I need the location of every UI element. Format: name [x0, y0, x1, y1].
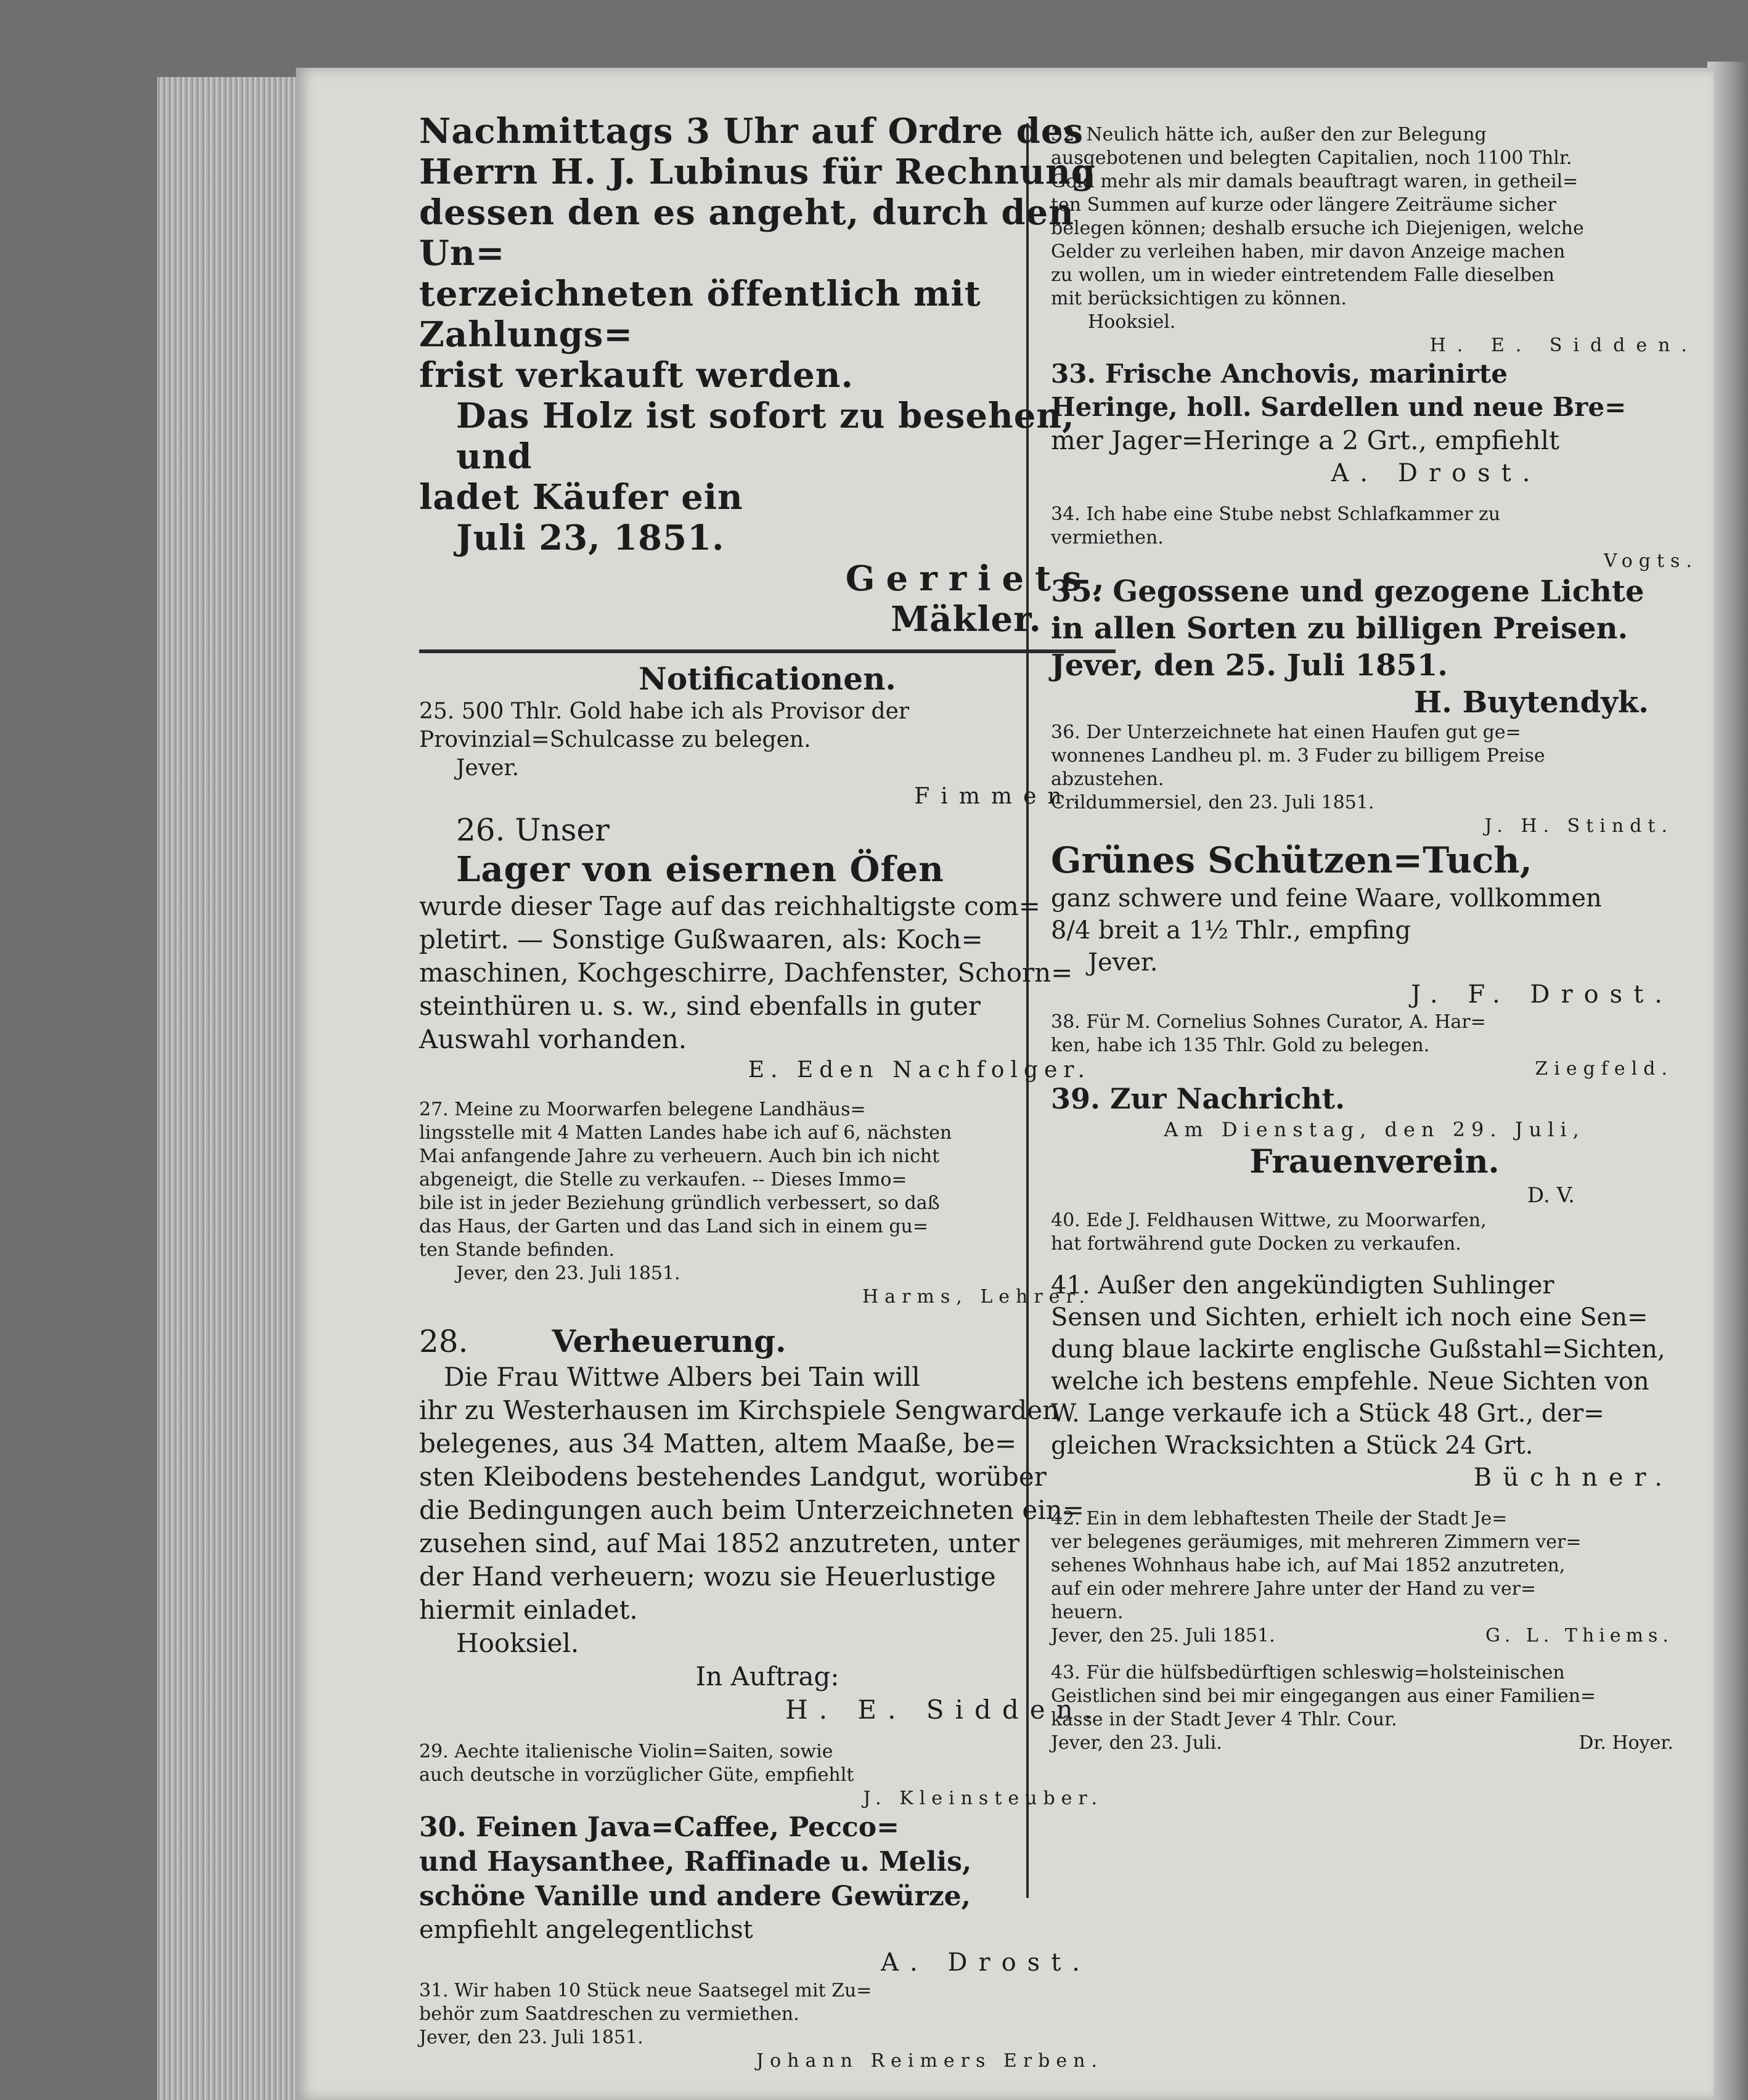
notice-number: 28.	[419, 1324, 468, 1359]
left-column	[419, 111, 1116, 2073]
notice-signature: A. Drost.	[881, 1948, 1091, 1977]
notice-line: Heringe, holl. Sardellen und neue Bre=	[1051, 392, 1627, 422]
notice-line: sehenes Wohnhaus habe ich, auf Mai 1852 anzutreten,	[1051, 1555, 1566, 1576]
notice-line: 42. Ein in dem lebhaftesten Theile der Stadt Je=	[1051, 1508, 1508, 1529]
notice-title: Grünes Schützen=Tuch,	[1051, 839, 1532, 881]
notice-subtitle: Frauenverein.	[1249, 1143, 1500, 1181]
notice-line: Auswahl vorhanden.	[419, 1024, 687, 1054]
notice-line: zu wollen, um in wieder eintretendem Falle dieselben	[1051, 264, 1554, 286]
notice-signature: D. V.	[1527, 1183, 1575, 1208]
notice-date: Crildummersiel, den 23. Juli 1851.	[1051, 792, 1374, 813]
notice-27	[419, 1098, 1116, 1309]
notice-line: gleichen Wracksichten a Stück 24 Grt.	[1051, 1431, 1534, 1460]
notice-36	[1051, 721, 1698, 838]
notice-line: das Haus, der Garten und das Land sich in einem gu=	[419, 1216, 928, 1237]
notice-signature: J. F. Drost.	[1411, 980, 1673, 1009]
notice-signature: E. Eden Nachfolger.	[748, 1057, 1091, 1083]
notice-29	[419, 1740, 1116, 1810]
notice-signature: Dr. Hoyer.	[1579, 1732, 1673, 1754]
notice-line: Die Frau Wittwe Albers bei Tain will	[444, 1362, 920, 1392]
notice-line: Geistlichen sind bei mir eingegangen aus einer Familien=	[1051, 1685, 1596, 1707]
notice-line: kasse in der Stadt Jever 4 Thlr. Cour.	[1051, 1709, 1397, 1730]
notice-line: zusehen sind, auf Mai 1852 anzutreten, unter	[419, 1528, 1020, 1558]
notice-line: heuern.	[1051, 1601, 1124, 1623]
notice-line: 41. Außer den angekündigten Suhlinger	[1051, 1271, 1554, 1300]
newspaper-page	[296, 68, 1713, 2100]
notice-signature: G. L. Thiems.	[1485, 1625, 1673, 1646]
spacer	[419, 1727, 1116, 1740]
notice-line: 35. Gegossene und gezogene Lichte	[1051, 574, 1644, 609]
notice-34	[1051, 503, 1698, 573]
notice-30	[419, 1810, 1116, 1979]
notice-line: ken, habe ich 135 Thlr. Gold zu belegen.	[1051, 1035, 1430, 1056]
notice-42	[1051, 1507, 1698, 1648]
notice-signature: Johann Reimers Erben.	[756, 2050, 1103, 2072]
intro-signature: Gerriets,	[845, 558, 1116, 599]
spacer	[1051, 1648, 1698, 1661]
notice-line: 33. Frische Anchovis, marinirte	[1051, 359, 1508, 389]
spacer	[419, 1309, 1116, 1322]
intro-line: frist verkauft werden.	[419, 355, 854, 396]
notice-line: 25. 500 Thlr. Gold habe ich als Provisor der	[419, 699, 910, 724]
notice-signature: Harms, Lehrer.	[862, 1286, 1091, 1308]
notice-line: wonnenes Landheu pl. m. 3 Fuder zu billigem Preise	[1051, 745, 1545, 767]
notice-line: ausgebotenen und belegten Capitalien, noch 1100 Thlr.	[1051, 147, 1572, 169]
notice-line: abzustehen.	[1051, 768, 1164, 790]
notice-line: die Bedingungen auch beim Unterzeichneten ein=	[419, 1495, 1084, 1525]
notice-place: Hooksiel.	[1088, 311, 1176, 333]
notice-line: ganz schwere und feine Waare, vollkommen	[1051, 884, 1602, 913]
notice-heading	[419, 1322, 1116, 1361]
intro-line: terzeichneten öffentlich mit Zahlungs=	[419, 274, 981, 355]
section-rule	[419, 649, 1116, 653]
notice-line: und Haysanthee, Raffinade u. Melis,	[419, 1846, 972, 1878]
spacer	[1051, 489, 1698, 503]
notice-line: wurde dieser Tage auf das reichhaltigste com=	[419, 891, 1040, 921]
notice-date: Jever, den 23. Juli 1851.	[456, 1263, 680, 1284]
notice-28	[419, 1322, 1116, 1727]
notice-line: der Hand verheuern; wozu sie Heuerlustige	[419, 1561, 996, 1592]
notice-line: in allen Sorten zu billigen Preisen.	[1051, 611, 1628, 646]
notice-line: belegen können; deshalb ersuche ich Diejenigen, welche	[1051, 218, 1584, 239]
right-column	[1051, 123, 1698, 1755]
notice-line: 40. Ede J. Feldhausen Wittwe, zu Moorwarfen,	[1051, 1210, 1487, 1231]
notice-line: auch deutsche in vorzüglicher Güte, empfiehlt	[419, 1764, 854, 1786]
notice-title: 39. Zur Nachricht.	[1051, 1082, 1346, 1115]
notice-date: Jever, den 25. Juli 1851.	[1051, 1625, 1275, 1646]
notice-signature: H. E. Sidden.	[1429, 335, 1698, 356]
notice-line: Jever, den 25. Juli 1851.	[1051, 648, 1448, 683]
notice-line: maschinen, Kochgeschirre, Dachfenster, Schorn=	[419, 958, 1073, 988]
notice-line: 30. Feinen Java=Caffee, Pecco=	[419, 1812, 899, 1843]
notice-title: Lager von eisernen Öfen	[456, 849, 944, 890]
notice-signature: Büchner.	[1473, 1463, 1673, 1492]
notice-line: welche ich bestens empfehle. Neue Sichten von	[1051, 1367, 1649, 1396]
notice-line: 29. Aechte italienische Violin=Saiten, sowie	[419, 1741, 833, 1762]
book-page-edges	[157, 77, 311, 2100]
notice-35	[1051, 573, 1698, 721]
notice-41	[1051, 1269, 1698, 1494]
notice-line: 43. Für die hülfsbedürftigen schleswig=holsteinischen	[1051, 1662, 1565, 1683]
notice-line: mit berücksichtigen zu können.	[1051, 288, 1347, 309]
notice-lead: 26. Unser	[456, 812, 610, 848]
spacer	[1051, 1256, 1698, 1269]
notice-signature: H. E. Sidden.	[785, 1695, 1103, 1725]
notice-line: vermiethen.	[1051, 527, 1164, 548]
notice-signature: J. Kleinsteuber.	[863, 1788, 1103, 1809]
intro-line: Das Holz ist sofort zu besehen, und	[456, 396, 1075, 477]
notice-line: Am Dienstag, den 29. Juli,	[1164, 1118, 1585, 1141]
notice-line: pletirt. — Sonstige Gußwaaren, als: Koch=	[419, 924, 983, 954]
notice-line: dung blaue lackirte englische Gußstahl=Sichten,	[1051, 1335, 1665, 1364]
notice-line: 27. Meine zu Moorwarfen belegene Landhäus=	[419, 1099, 866, 1120]
notice-signature: Vogts.	[1603, 550, 1698, 572]
notice-line: bile ist in jeder Beziehung gründlich verbessert, so daß	[419, 1192, 940, 1214]
notice-signature: J. H. Stindt.	[1484, 815, 1673, 837]
notice-line: ten Stande befinden.	[419, 1239, 615, 1261]
notice-line: belegenes, aus 34 Matten, altem Maaße, be=	[419, 1428, 1017, 1459]
notice-line: 31. Wir haben 10 Stück neue Saatsegel mit Zu=	[419, 1980, 872, 2001]
notice-signature: H. Buytendyk.	[1413, 685, 1649, 720]
notice-39	[1051, 1081, 1698, 1209]
notice-line: empfiehlt angelegentlichst	[419, 1916, 753, 1944]
notice-line: 34. Ich habe eine Stube nebst Schlafkammer zu	[1051, 503, 1501, 525]
notice-line: 8/4 breit a 1½ Thlr., empfing	[1051, 916, 1411, 945]
notice-line: hat fortwährend gute Docken zu verkaufen.	[1051, 1233, 1461, 1255]
intro-line: ladet Käufer ein	[419, 477, 743, 518]
notice-place: Jever.	[1088, 948, 1158, 977]
notice-line: Gold mehr als mir damals beauftragt waren, in getheil=	[1051, 171, 1579, 192]
section-title: Notificationen.	[639, 661, 896, 697]
notice-40	[1051, 1209, 1698, 1256]
notice-37	[1051, 838, 1698, 1011]
notice-line: schöne Vanille und andere Gewürze,	[419, 1881, 971, 1912]
notice-43	[1051, 1661, 1698, 1755]
intro-date: Juli 23, 1851.	[456, 518, 725, 558]
notice-signature: Fimmen.	[914, 784, 1091, 809]
notice-line: Sensen und Sichten, erhielt ich noch eine Sen=	[1051, 1303, 1648, 1332]
notice-signature: Ziegfeld.	[1535, 1058, 1673, 1080]
notice-line: abgeneigt, die Stelle zu verkaufen. -- Dieses Immo=	[419, 1169, 907, 1190]
notice-place: Hooksiel.	[456, 1628, 579, 1658]
notice-line: behör zum Saatdreschen zu vermiethen.	[419, 2003, 799, 2025]
intro-signature-title: Mäkler.	[891, 599, 1042, 640]
notice-line: auf ein oder mehrere Jahre unter der Hand zu ver=	[1051, 1578, 1537, 1600]
intro-block	[419, 111, 1116, 640]
notice-line: ihr zu Westerhausen im Kirchspiele Sengwarden	[419, 1395, 1060, 1425]
notice-line: ten Summen auf kurze oder längere Zeiträume sicher	[1051, 194, 1556, 216]
notice-line: sten Kleibodens bestehendes Landgut, worüber	[419, 1462, 1047, 1492]
notice-line: ver belegenes geräumiges, mit mehreren Zimmern ver=	[1051, 1531, 1582, 1553]
notice-line: hiermit einladet.	[419, 1595, 638, 1625]
notice-31	[419, 1979, 1116, 2073]
notice-title: Verheuerung.	[552, 1323, 786, 1359]
notice-line: Provinzial=Schulcasse zu belegen.	[419, 727, 811, 752]
intro-line: Nachmittags 3 Uhr auf Ordre des	[419, 111, 1084, 152]
notice-line: Mai anfangende Jahre zu verheuern. Auch bin ich nicht	[419, 1146, 940, 1167]
notice-auftrag: In Auftrag:	[695, 1661, 839, 1691]
notice-line: 32. Neulich hätte ich, außer den zur Belegung	[1051, 124, 1487, 145]
notice-line: steinthüren u. s. w., sind ebenfalls in guter	[419, 991, 981, 1021]
notice-date: Jever, den 23. Juli.	[1051, 1732, 1222, 1754]
notice-signature: A. Drost.	[1331, 459, 1542, 487]
spacer	[419, 1085, 1116, 1098]
notice-line: mer Jager=Heringe a 2 Grt., empfiehlt	[1051, 425, 1559, 455]
notice-25	[419, 698, 1116, 811]
notice-footer	[1051, 1732, 1698, 1755]
notice-33	[1051, 357, 1698, 489]
notice-line: 36. Der Unterzeichnete hat einen Haufen gut ge=	[1051, 722, 1521, 743]
intro-line: Herrn H. J. Lubinus für Rechnung	[419, 152, 1096, 192]
notice-26	[419, 811, 1116, 1085]
notice-line: Gelder zu verleihen haben, mir davon Anzeige machen	[1051, 241, 1566, 262]
notice-32	[1051, 123, 1698, 357]
notice-line: 38. Für M. Cornelius Sohnes Curator, A. Har=	[1051, 1011, 1486, 1033]
notice-place: Jever.	[456, 755, 520, 781]
notice-line: W. Lange verkaufe ich a Stück 48 Grt., der=	[1051, 1399, 1604, 1428]
spacer	[1051, 1494, 1698, 1507]
intro-line: dessen den es angeht, durch den Un=	[419, 192, 1074, 274]
notice-38	[1051, 1011, 1698, 1081]
notice-date: Jever, den 23. Juli 1851.	[419, 2027, 643, 2048]
notice-line: lingsstelle mit 4 Matten Landes habe ich auf 6, nächsten	[419, 1122, 952, 1144]
notice-footer	[1051, 1624, 1698, 1648]
